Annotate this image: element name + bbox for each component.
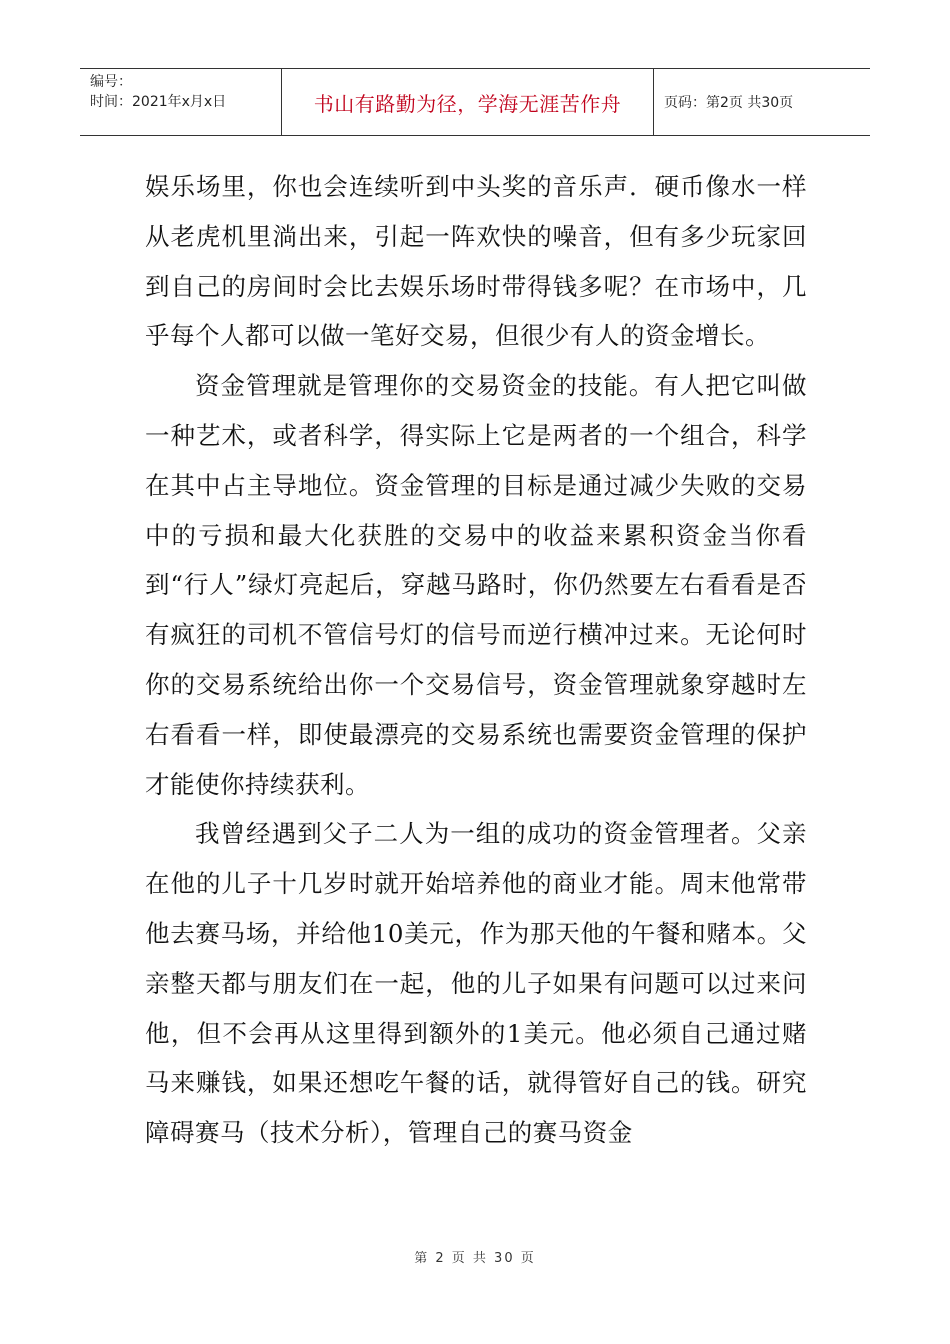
paragraph: 娱乐场里，你也会连续听到中头奖的音乐声．硬币像水一样从老虎机里淌出来，引起一阵欢快的噪音，但有多少玩家回到自己的房间时会比去娱乐场时带得钱多呢？在市场中，几乎每个人都可以做一笔好交易，但很少有人的资金增长。 bbox=[145, 172, 807, 351]
document-time: 时间：2021年x月x日 bbox=[90, 94, 227, 110]
paragraph: 我曾经遇到父子二人为一组的成功的资金管理者。父亲在他的儿子十几岁时就开始培养他的商业才能。周末他常带他去赛马场，并给他10美元，作为那天他的午餐和赌本。父亲整天都与朋友们在一起，他的儿子如果有问题可以过来问他，但不会再从这里得到额外的1美元。他必须自己通过赌马来赚钱，如果还想吃午餐的话，就得管好自己的钱。研究障碍赛马（技术分析），管理自己的赛马资金 bbox=[145, 819, 807, 1148]
document-number: 编号： bbox=[90, 74, 132, 90]
header-page-info: 页码：第2页 共30页 bbox=[664, 95, 794, 111]
document-body bbox=[145, 162, 807, 1158]
paragraph: 资金管理就是管理你的交易资金的技能。有人把它叫做一种艺术，或者科学，得实际上它是两者的一个组合，科学在其中占主导地位。资金管理的目标是通过减少失败的交易中的亏损和最大化获胜的交易中的收益来累积资金当你看到“行人”绿灯亮起后，穿越马路时，你仍然要左右看看是否有疯狂的司机不管信号灯的信号而逆行横冲过来。无论何时你的交易系统给出你一个交易信号，资金管理就象穿越时左右看看一样，即使最漂亮的交易系统也需要资金管理的保护才能使你持续获利。 bbox=[145, 371, 807, 799]
header-meta bbox=[80, 69, 281, 135]
header-motto: 书山有路勤为径，学海无涯苦作舟 bbox=[281, 69, 654, 135]
page-footer: 第 2 页 共 30 页 bbox=[414, 1251, 536, 1266]
page-header bbox=[80, 68, 870, 136]
